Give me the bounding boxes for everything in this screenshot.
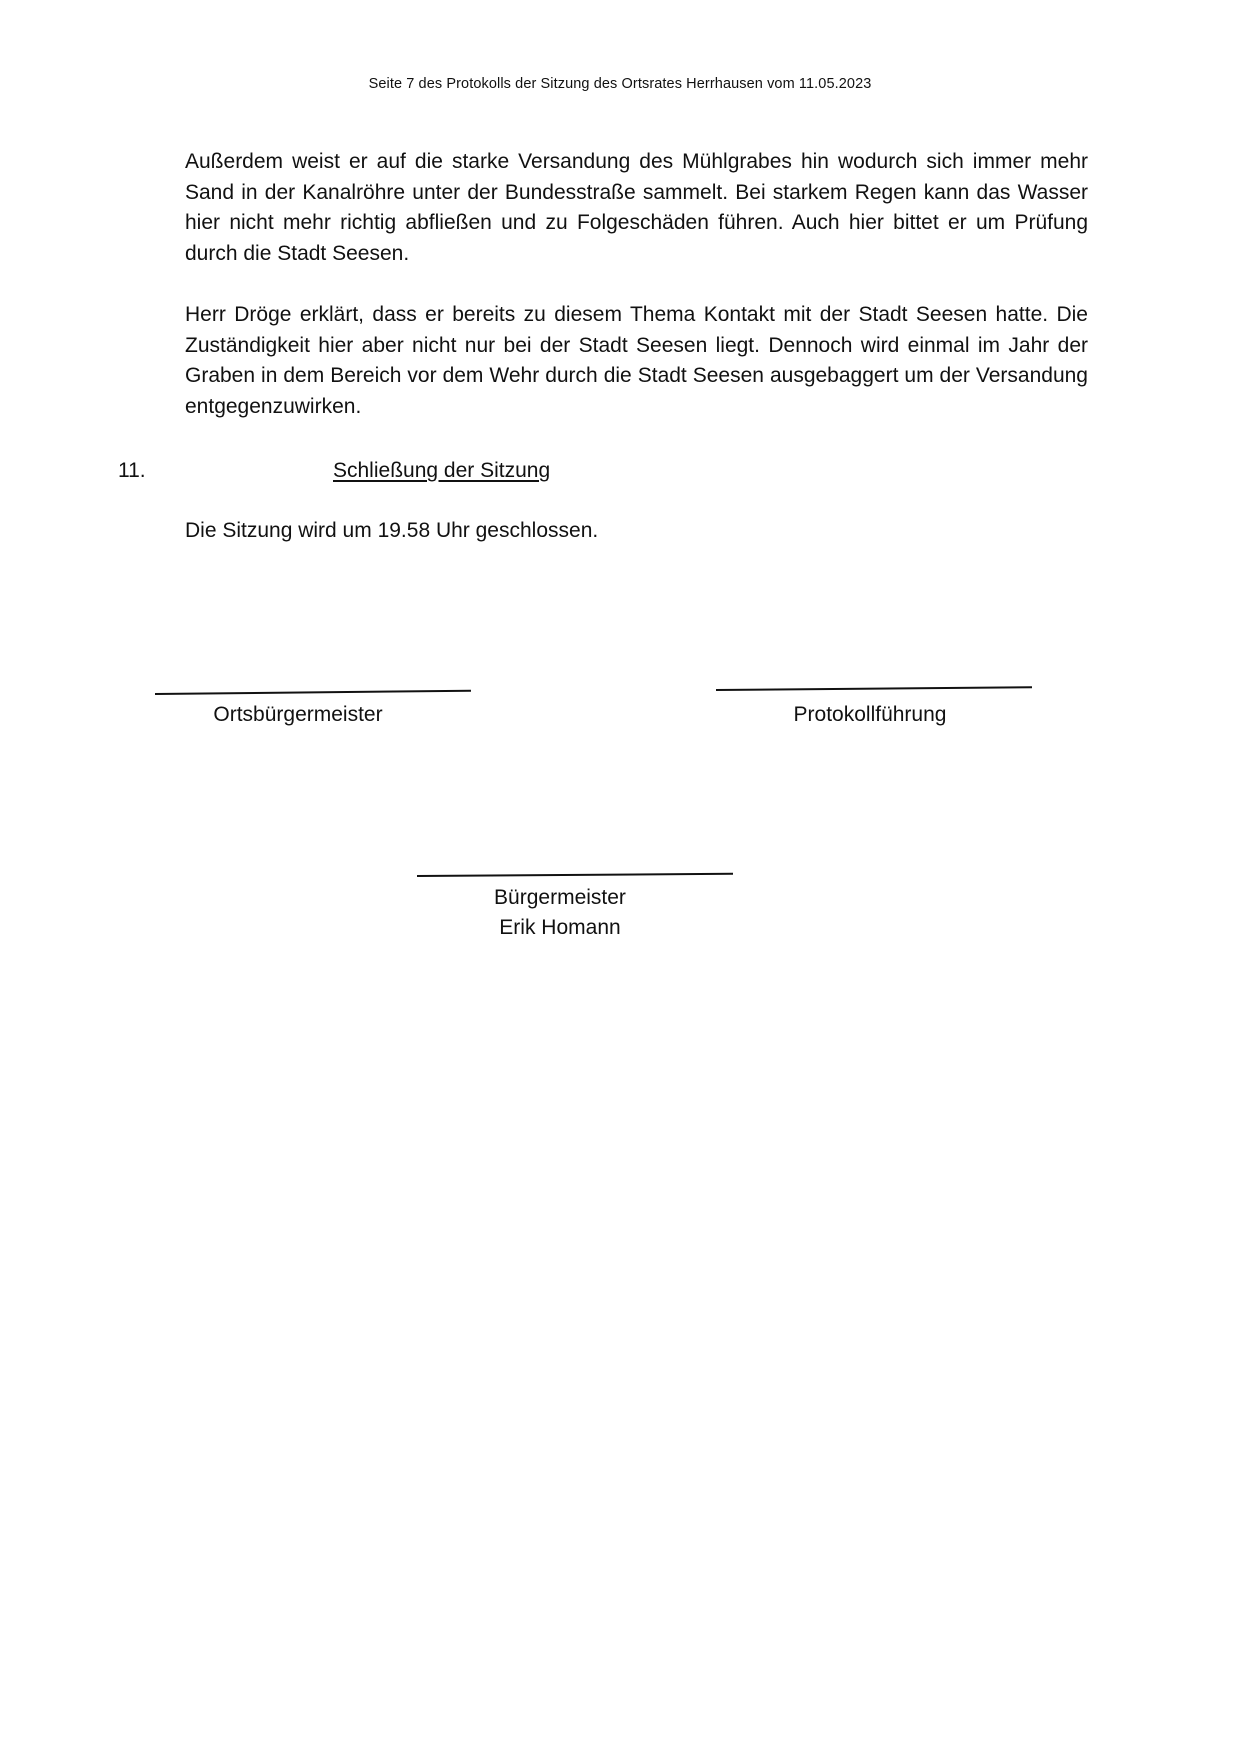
agenda-item-title: Schließung der Sitzung <box>333 459 551 482</box>
signature-label-protokollfuehrung: Protokollführung <box>793 703 947 726</box>
paragraph-muehlgraben: Außerdem weist er auf die starke Versandung des Mühlgrabes hin wodurch sich immer mehr Sand in der Kanalröhre unter der Bundesstraße sammelt. Bei starkem Regen kann das Wasser hier nicht mehr richtig abfließen und zu Folgeschäden führen. Auch hier bittet er um Prüfung durch die Stadt Seesen. <box>185 150 1088 265</box>
signature-line-ortsbuergermeister <box>155 690 471 695</box>
signature-name-buergermeister: Erik Homann <box>499 916 621 939</box>
signature-line-buergermeister <box>417 873 733 877</box>
page-header: Seite 7 des Protokolls der Sitzung des Ortsrates Herrhausen vom 11.05.2023 <box>368 76 872 92</box>
agenda-item-number: 11. <box>118 459 146 482</box>
signature-line-protokollfuehrung <box>716 686 1032 691</box>
closing-statement: Die Sitzung wird um 19.58 Uhr geschlossen. <box>185 519 599 542</box>
paragraph-herr-droege: Herr Dröge erklärt, dass er bereits zu diesem Thema Kontakt mit der Stadt Seesen hatte. Die Zuständigkeit hier aber nicht nur bei der Stadt Seesen liegt. Dennoch wird einmal im Jahr der Graben in dem Bereich vor dem Wehr durch die Stadt Seesen ausgebaggert um der Versandung entgegenzuwirken. <box>185 303 1088 418</box>
signature-label-ortsbuergermeister: Ortsbürgermeister <box>213 703 383 726</box>
signature-label-buergermeister: Bürgermeister <box>494 886 626 909</box>
